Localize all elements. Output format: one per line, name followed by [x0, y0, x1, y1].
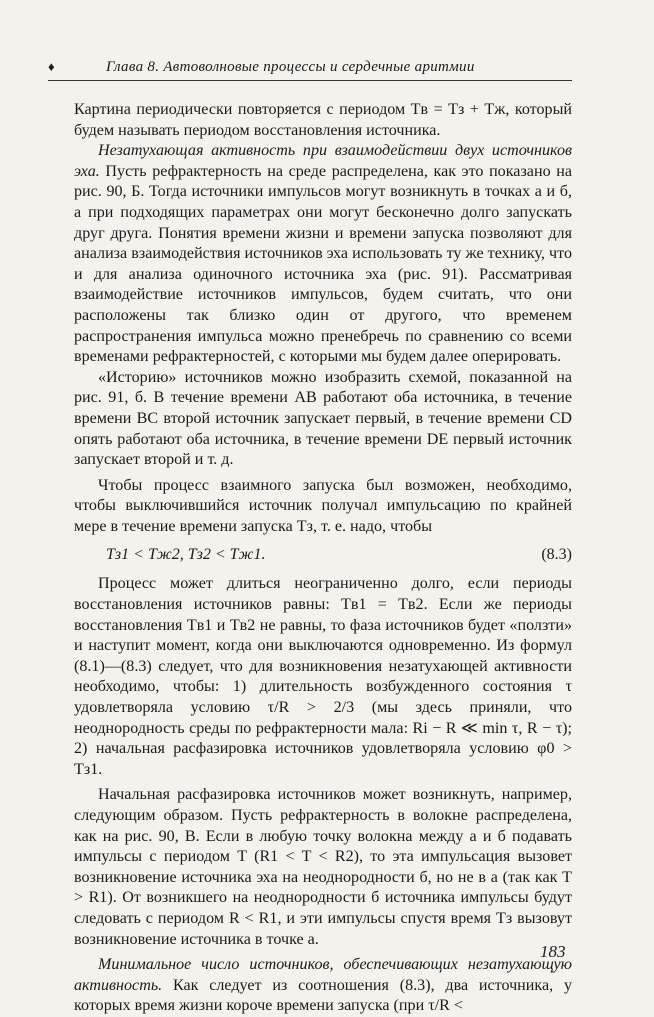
paragraph-6: Начальная расфазировка источников может возникнуть, например, следующим образом. Пусть рефрактерность в волокне распределена, как на рис. 90, В. Если в любую точку волокна между a и б подавать импульсы с периодом T (R1 < T < R2), то эта импульсация вызовет возникновение источника эха на неоднородности б, но не в a (так как T > R1). От возникшего на неоднородности б источника импульсы будут следовать с периодом R < R1, и эти импульсы спустя время Tз вызовут возникновение источника в точке a. [74, 786, 572, 948]
paragraph-3: «Историю» источников можно изобразить схемой, показанной на рис. 91, б. В течение времени AB работают оба источника, в течение времени BC второй источник запускает первый, в течение времени CD опять работают оба источника, в течение времени DE первый источник запускает второй и т. д. [74, 368, 572, 469]
page-number: 183 [540, 942, 566, 961]
paragraph-2-text: Пусть рефрактерность на среде распределена, как это показано на рис. 90, Б. Тогда источники импульсов могут возникнуть в точках a и б, а при подходящих параметрах они могут бесконечно долго запускать друг друга. Понятия времени жизни и времени запуска позволяют для анализа взаимодействия источников эха использовать ту же технику, что и для анализа одиночного источника эха (рис. 91). Рассматривая взаимодействие источников импульсов, будем считать, что они расположены так близко один от другого, что временем распространения импульса можно пренебречь по сравнению со всеми временами рефрактерностей, с которыми мы будем далее оперировать. [74, 162, 572, 366]
paragraph-1: Картина периодически повторяется с периодом Tв = Tз + Tж, который будем называть периодом восстановления источника. [74, 101, 572, 139]
paragraph-5: Процесс может длиться неограниченно долго, если периоды восстановления источников равны: Tв1 = Tв2. Если же периоды восстановления Tв1 и Tв2 не равны, то фаза источников будет «ползти» и наступит момент, когда они выключаются одновременно. Из формул (8.1)—(8.3) следует, что для возникновения незатухающей активности необходимо, чтобы: 1) длительность возбужденного состояния τ удовлетворяла условию τ/R > 2/3 (мы здесь приняли, что неоднородность среды по рефрактерности мала: Ri − R ≪ min τ, R − τ); 2) начальная расфазировка источников удовлетворяла условию φ0 > Tз1. [74, 575, 572, 778]
paragraph-2 [74, 141, 572, 368]
running-header [48, 58, 572, 81]
paragraph-7-text: Как следует из соотношения (8.3), два источника, у которых время жизни короче времени запуска (при τ/R < [74, 976, 572, 1015]
equation-number: (8.3) [541, 546, 572, 564]
paragraph-7 [74, 955, 572, 1017]
section-heading-min-sources: Минимальное число источников, обеспечивающих незатухающую активность. [74, 956, 572, 994]
equation-expression: Tз1 < Tж2, Tз2 < Tж1. [106, 546, 266, 564]
equation-8-3 [74, 543, 572, 569]
chapter-title: Глава 8. Автоволновые процессы и сердечные аритмии [106, 59, 475, 75]
header-ornament: ♦ [48, 59, 55, 74]
section-heading-echo-sources: Незатухающая активность при взаимодействии двух источников эха. [74, 142, 572, 180]
paragraph-4: Чтобы процесс взаимного запуска был возможен, необходимо, чтобы выключившийся источник получал импульсацию по крайней мере в течение времени запуска Tз, т. е. надо, чтобы [74, 476, 572, 535]
body-text [74, 100, 572, 1017]
